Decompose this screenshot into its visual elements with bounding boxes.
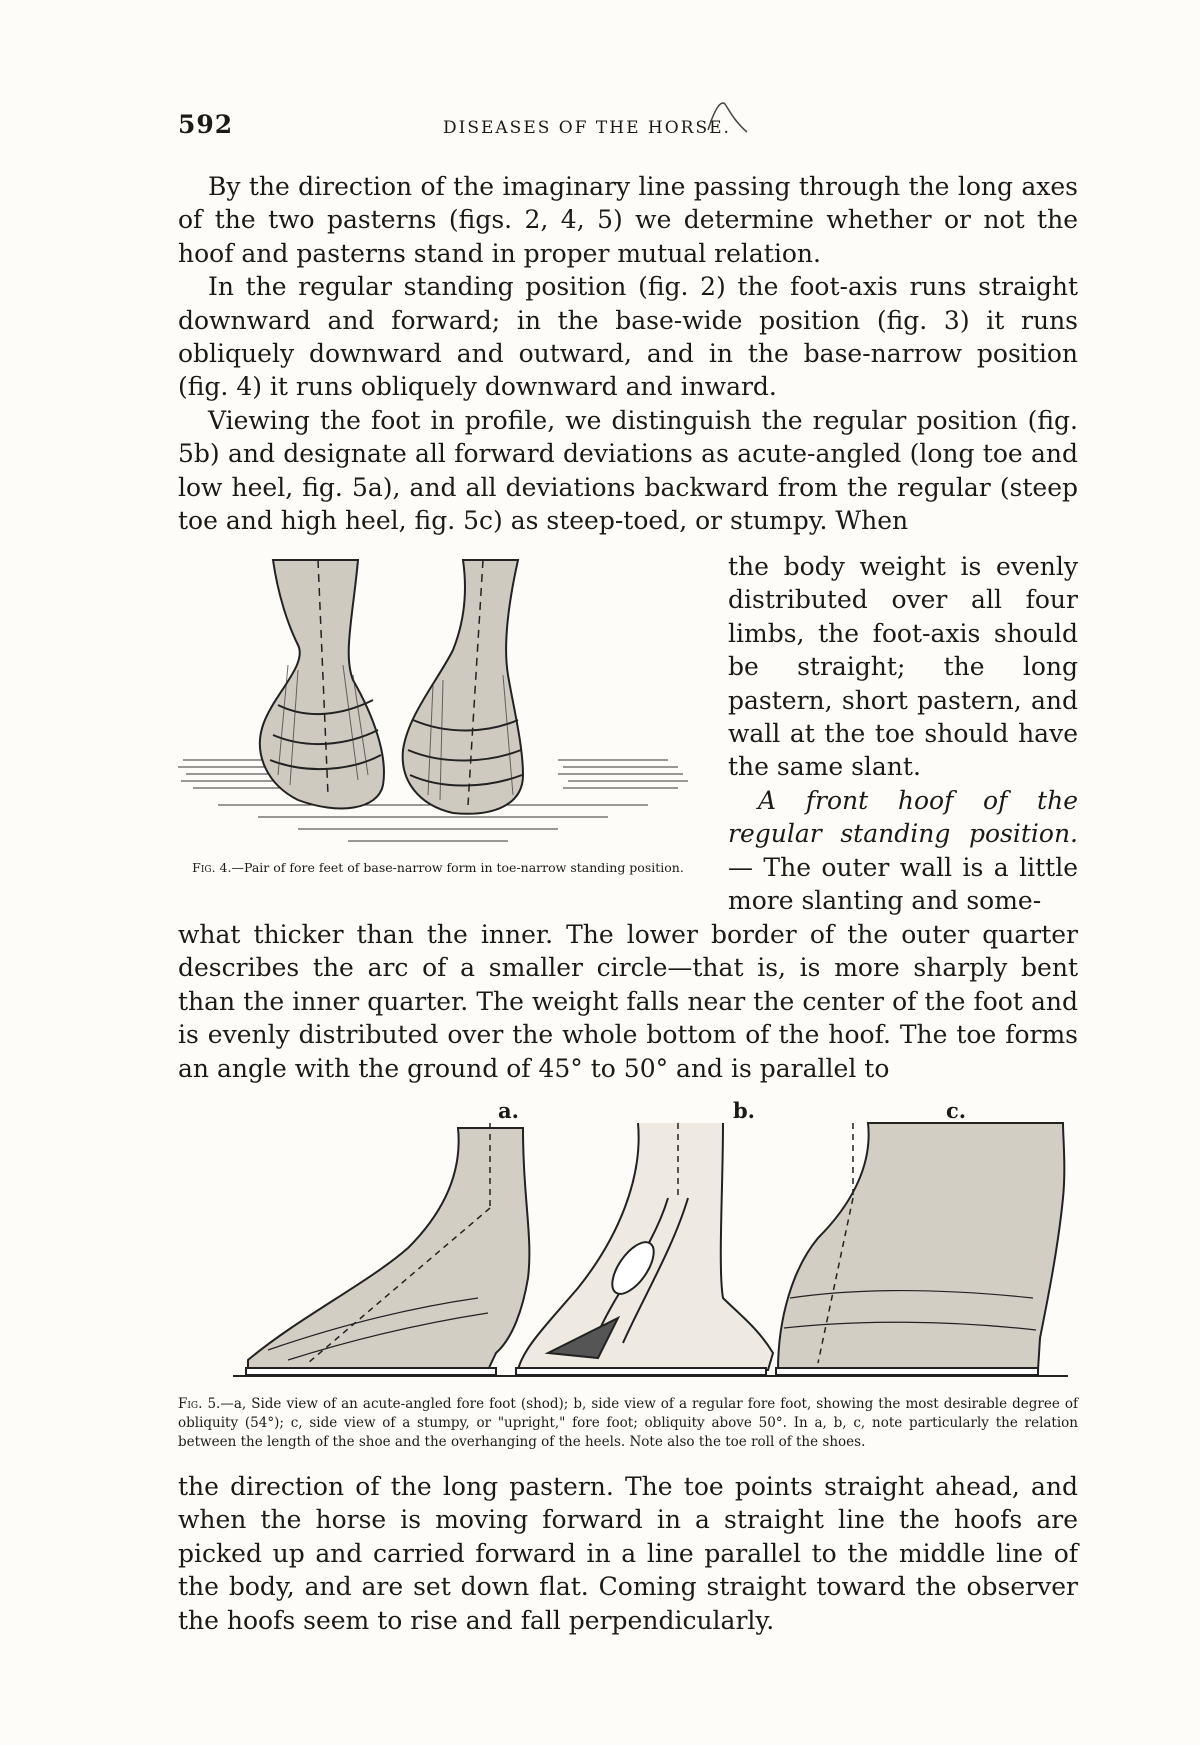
paragraph-outer-wall: what thicker than the inner. The lower border of the outer quarter describes the arc of a smaller circle—that is, is more sharply bent than the inner quarter. The weight falls near the center of the foot and is evenly distributed over the whole bottom of the hoof. The toe forms an angle with the ground of 45° to 50° and is parallel to xyxy=(178,920,1078,1083)
paragraph-profile-view: Viewing the foot in profile, we distinguish the regular position (fig. 5b) and designate all forward deviations as acute-angled (long toe and low heel, fig. 5a), and all deviations backward from the regular (steep toe and high heel, fig. 5c) as steep-toed, or stumpy. When xyxy=(178,405,1078,536)
figure-4-label: Fig. 4. xyxy=(192,860,232,875)
hoof-c-stumpy xyxy=(776,1123,1064,1375)
figure-5-caption xyxy=(178,1395,1078,1452)
hoof-b-regular xyxy=(516,1123,773,1375)
running-head: DISEASES OF THE HORSE. xyxy=(443,118,731,138)
figure-4 xyxy=(178,555,698,875)
paragraph-axis-direction: By the direction of the imaginary line passing through the long axes of the two pasterns (figs. 2, 4, 5) we determine whether or not the hoof and pasterns stand in proper mutual relation. xyxy=(178,172,1078,268)
paragraph-standing-positions: In the regular standing position (fig. 2) the foot-axis runs straight downward and forward; in the base-wide position (fig. 3) it runs obliquely downward and outward, and in the base-narrow position (fig. 4) it runs obliquely downward and inward. xyxy=(178,272,1078,402)
right-hoof xyxy=(403,560,523,814)
pencil-mark xyxy=(703,98,753,138)
figure-4-illustration xyxy=(178,555,698,855)
paragraph-regular-hoof xyxy=(728,784,1078,918)
figure-5 xyxy=(178,1098,1078,1398)
figure-5-label-a: a. xyxy=(498,1098,519,1123)
figure-4-caption xyxy=(178,858,698,877)
figure-5-label: Fig. 5. xyxy=(178,1396,221,1412)
paragraph-toe-direction: the direction of the long pastern. The toe points straight ahead, and when the horse is moving forward in a straight line the hoofs are picked up and carried forward in a line parallel to the middle line of the body, and are set down flat. Coming straight toward the observer the hoofs seem to rise and fall perpendicularly. xyxy=(178,1472,1078,1635)
page-header xyxy=(178,110,1078,150)
paragraph-body-weight: the body weight is evenly distributed over all four limbs, the foot-axis should be straight; the long pastern, short pastern, and wall at the toe should have the same slant. xyxy=(728,552,1078,782)
figure-5-label-b: b. xyxy=(733,1098,755,1123)
figure-4-caption-text: —Pair of fore feet of base-narrow form in toe-narrow standing position. xyxy=(231,860,684,875)
paragraph-block-bottom xyxy=(178,1470,1078,1637)
paragraph-regular-hoof-start: — The outer wall is a little more slanting and some- xyxy=(728,852,1078,916)
figure-5-label-c: c. xyxy=(946,1098,967,1123)
page-number: 592 xyxy=(178,110,234,139)
side-column-text xyxy=(728,550,1078,917)
section-heading-regular-hoof: A front hoof of the regular standing position. xyxy=(728,785,1078,849)
hoof-a-acute xyxy=(246,1123,529,1375)
paragraph-block-top xyxy=(178,170,1078,537)
figure-5-illustration xyxy=(178,1098,1078,1398)
paragraph-block-middle xyxy=(178,918,1078,1085)
figure-5-caption-text: —a, Side view of an acute-angled fore foot (shod); b, side view of a regular fore foot, showing the most desirable degree of obliquity (54°); c, side view of a stumpy, or "upright," fore foot; obliquity above 50°. In a, b, c, note particularly the relation between the length of the shoe and the overhanging of the heels. Note also the toe roll of the shoes. xyxy=(178,1396,1078,1450)
